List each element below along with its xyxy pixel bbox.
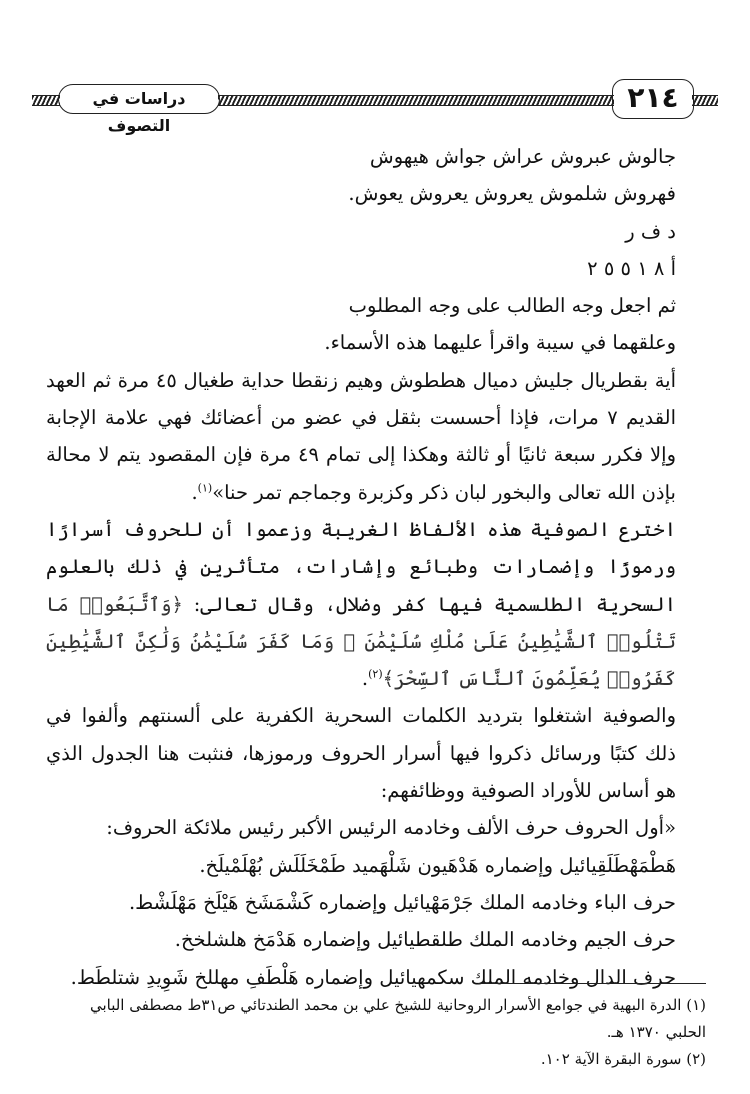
page-number: ٢١٤	[612, 79, 694, 119]
text-line: د ف ر	[625, 219, 676, 243]
decorative-rope-border	[218, 95, 614, 106]
footnote: (٢) سورة البقرة الآية ١٠٢.	[540, 1050, 706, 1068]
quote-line: حرف الدال وخادمه الملك سكمهيائيل وإضماره هَلْطَفِ مهللخ شَوِيدِ شتلطَط.	[70, 965, 676, 989]
footnote-divider	[478, 983, 706, 984]
footnotes	[46, 992, 706, 1073]
quote-line: حرف الجيم وخادمه الملك طلقطيائيل وإضماره هَدْمَخ هلشلخخ.	[174, 928, 676, 952]
footnote-ref: (٢)	[368, 667, 383, 681]
page-header	[32, 78, 718, 135]
quote-line: «أول الحروف حرف الألف وخادمه الرئيس الأكبر رئيس ملائكة الحروف:	[106, 816, 676, 840]
main-text	[46, 138, 706, 996]
text-line: ثم اجعل وجه الطالب على وجه المطلوب	[348, 294, 676, 318]
text-line: فهروش شلموش يعروش يعروش يعوش.	[348, 182, 676, 206]
footnote: (١) الدرة البهية في جوامع الأسرار الروحانية للشيخ علي بن محمد الطندتائي ص٣١ط مصطفى البابي الحلبي ١٣٧٠ هـ.	[89, 996, 706, 1041]
paragraph: اخترع الصوفية هذه الألفاظ الغريبة وزعموا أن للحروف أسرارًا ورموزًا وإضمارات وطبائع وإشارات، متأثرين في ذلك بالعلوم السحرية الطلسمية فيها كفر وضلال، وقال تعالى: ﴿وَٱتَّبَعُوا۟ مَا تَتْلُوا۟ ٱلشَّيَٰطِينُ عَلَىٰ مُلْكِ سُلَيْمَٰنَ ۖ وَمَا كَفَرَ سُلَيْمَٰنُ وَلَٰكِنَّ ٱلشَّيَٰطِينَ كَفَرُوا۟ يُعَلِّمُونَ ٱلنَّاسَ ٱلسِّحْرَ﴾$^{(٢)}$.	[46, 517, 676, 691]
paragraph: أية بقطريال جليش دميال هططوش وهيم زنقطا حداية طغيال ٤٥ مرة ثم العهد القديم ٧ مرات، فإذا أحسست بثقل في عضو من أعضائك فهي علامة الإجابة وإلا فكرر سبعة ثانيًا أو ثالثة وهكذا إلى تمام ٤٩ مرة فإن المقصود يتم لا محالة بإذن الله تعالى والبخور لبان ذكر وكزبرة وجماجم تمر حنا»$^{(١)}$.	[46, 368, 677, 504]
quote-line: حرف الباء وخادمه الملك جَرْمَهْيائيل وإضماره كَشْمَشَخ هَيْلَخ مَهْلَشْط.	[128, 890, 676, 914]
footnote-ref: (١)	[197, 481, 213, 495]
text-line: جالوش عبروش عراش جواش هيهوش	[369, 145, 676, 168]
decorative-rope-border	[32, 95, 60, 106]
quran-verse: ﴿وَٱتَّبَعُوا۟ مَا تَتْلُوا۟ ٱلشَّيَٰطِينُ عَلَىٰ مُلْكِ سُلَيْمَٰنَ ۖ وَمَا كَفَرَ سُلَيْمَٰنُ وَلَٰكِنَّ ٱلشَّيَٰطِينَ كَفَرُوا۟ يُعَلِّمُونَ ٱلنَّاسَ ٱلسِّحْرَ﴾	[46, 592, 676, 691]
text-line: وعلقهما في سيبة واقرأ عليهما هذه الأسماء.	[324, 331, 676, 355]
decorative-rope-border	[692, 95, 718, 106]
text-line: أ ٨ ١ ٥ ٥ ٢	[587, 256, 676, 280]
quote-line: هَطْمَهْطَلَقِيائيل وإضماره هَدْهَيون شَلْهَميد طَمْخَلَلَش بُهْلَمْيلَخ.	[199, 853, 676, 877]
paragraph: والصوفية اشتغلوا بترديد الكلمات السحرية الكفرية على ألسنتهم وألفوا في ذلك كتبًا ورسائل ذكروا فيها أسرار الحروف ورموزها، فنثبت هنا الجدول الذي هو أساس للأوراد الصوفية ووظائفهم:	[46, 704, 676, 803]
paragraph-text: أية بقطريال جليش دميال هططوش وهيم زنقطا حداية طغيال ٤٥ مرة ثم العهد القديم ٧ مرات، فإذا أحسست بثقل في عضو من أعضائك فهي علامة الإجابة وإلا فكرر سبعة ثانيًا أو ثالثة وهكذا إلى تمام ٤٩ مرة فإن المقصود يتم لا محالة بإذن الله تعالى والبخور لبان ذكر وكزبرة وجماجم تمر حنا»	[46, 368, 677, 504]
running-title: دراسات في التصوف	[58, 84, 220, 114]
paragraph-text: اخترع الصوفية هذه الألفاظ الغريبة وزعموا أن للحروف أسرارًا ورموزًا وإضمارات وطبائع وإشارات، متأثرين في ذلك بالعلوم السحرية الطلسمية فيها كفر وضلال، وقال تعالى:	[46, 517, 676, 616]
